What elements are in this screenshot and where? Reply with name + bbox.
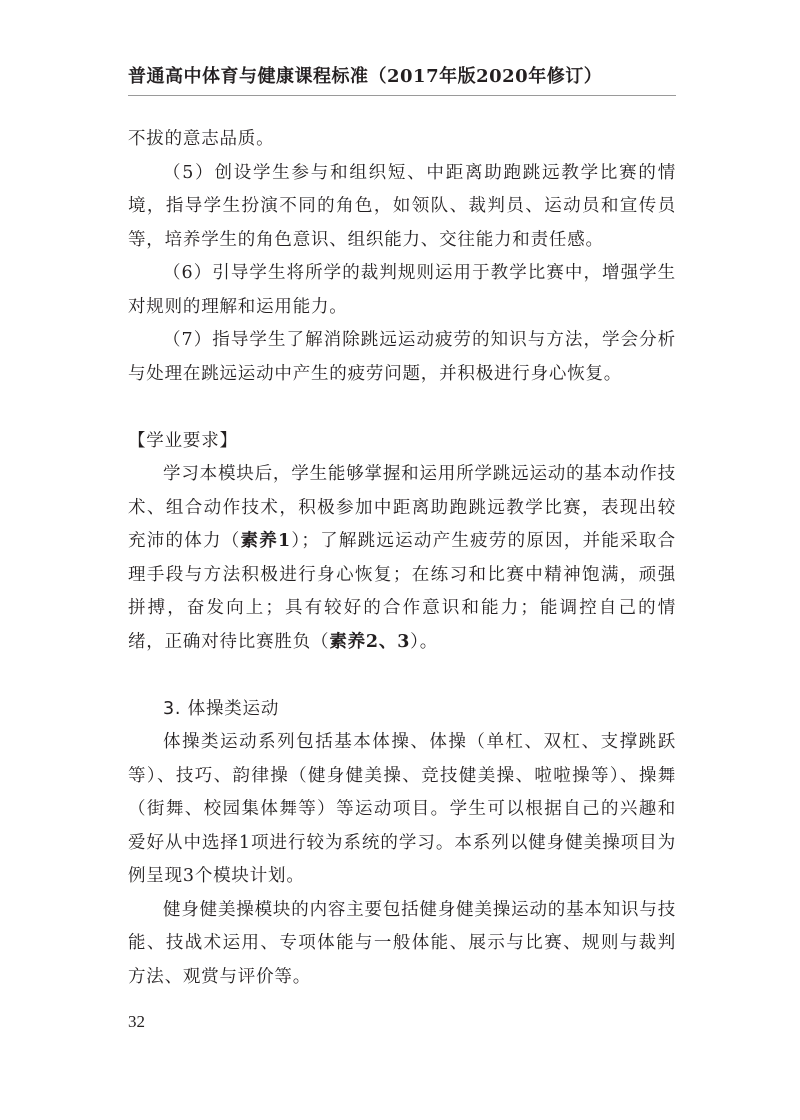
academic-text-c: ）。: [410, 631, 439, 652]
paragraph-item-6: （6）引导学生将所学的裁判规则运用于教学比赛中，增强学生对规则的理解和运用能力。: [128, 263, 676, 317]
gymnastics-paragraph-1: 体操类运动系列包括基本体操、体操（单杠、双杠、支撑跳跃等）、技巧、韵律操（健身健美操、竞技健美操、啦啦操等）、操舞（街舞、校园集体舞等）等运动项目。学生可以根据自己的兴趣和爱好从中选择1项进行较为系统的学习。本系列以健身健美操项目为例呈现3个模块计划。: [128, 732, 676, 886]
academic-requirements-label: 【学业要求】: [128, 430, 238, 451]
running-header: 普通高中体育与健康课程标准（2017年版2020年修订）: [128, 66, 603, 87]
academic-requirements-paragraph: [128, 458, 676, 659]
paragraph-continuation: 不拔的意志品质。: [128, 129, 275, 149]
literacy-ref-1: 素养1: [240, 531, 291, 551]
literacy-ref-2-3: 素养2、3: [329, 631, 411, 652]
academic-text-a: 学习本模块后，学生能够掌握和运用所学跳远运动的基本动作技术、组合动作技术，积极参加中距离助跑跳远教学比赛，表现出较充沛的体力（: [128, 464, 676, 551]
academic-text-b: ）；了解跳远运动产生疲劳的原因，并能采取合理手段与方法积极进行身心恢复；在练习和比赛中精神饱满，顽强拼搏，奋发向上；具有较好的合作意识和能力；能调控自己的情绪，正确对待比赛胜负（: [128, 531, 676, 652]
gymnastics-paragraph-2: 健身健美操模块的内容主要包括健身健美操运动的基本知识与技能、技战术运用、专项体能与一般体能、展示与比赛、规则与裁判方法、观赏与评价等。: [128, 899, 676, 987]
section-title-gymnastics: 3. 体操类运动: [163, 698, 280, 719]
header-rule: [128, 95, 676, 96]
paragraph-item-5: （5）创设学生参与和组织短、中距离助跑跳远教学比赛的情境，指导学生扮演不同的角色，如领队、裁判员、运动员和宣传员等，培养学生的角色意识、组织能力、交往能力和责任感。: [128, 162, 676, 250]
page-number: 32: [128, 1012, 145, 1031]
paragraph-item-7: （7）指导学生了解消除跳远运动疲劳的知识与方法，学会分析与处理在跳远运动中产生的疲劳问题，并积极进行身心恢复。: [128, 330, 676, 384]
body-text: [128, 123, 676, 994]
